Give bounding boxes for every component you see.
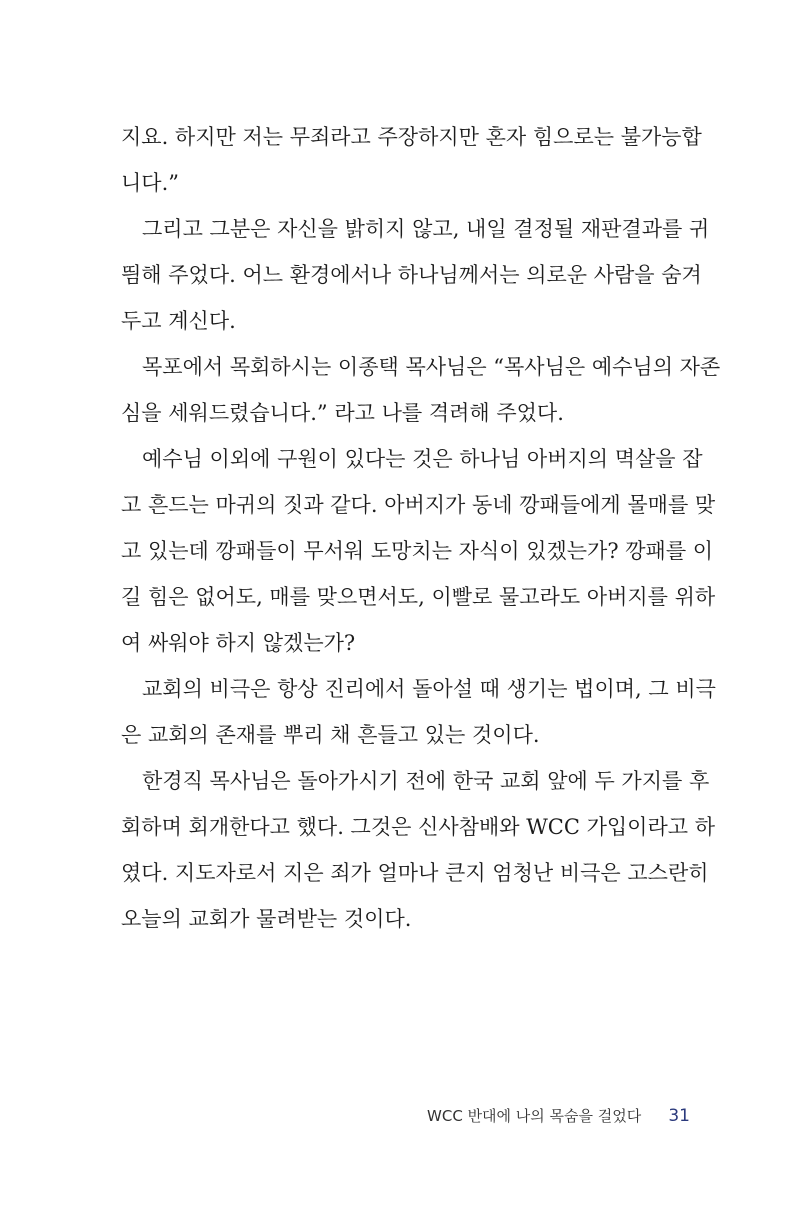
page-number: 31: [668, 1106, 690, 1126]
text-line: 여 싸워야 하지 않겠는가?: [121, 631, 356, 655]
text-line: 교회의 비극은 항상 진리에서 돌아설 때 생기는 법이며, 그 비극: [142, 677, 716, 701]
text-line: 예수님 이외에 구원이 있다는 것은 하나님 아버지의 멱살을 잡: [142, 447, 703, 471]
page-footer: [427, 1104, 690, 1128]
text-line: 니다.”: [121, 171, 179, 195]
text-line: 심을 세워드렸습니다.” 라고 나를 격려해 주었다.: [121, 401, 564, 425]
text-line: 목포에서 목회하시는 이종택 목사님은 “목사님은 예수님의 자존: [142, 355, 721, 379]
running-head: WCC 반대에 나의 목숨을 걸었다: [427, 1107, 642, 1125]
paragraph: [121, 344, 721, 436]
text-line: 였다. 지도자로서 지은 죄가 얼마나 큰지 엄청난 비극은 고스란히: [121, 861, 709, 885]
paragraph: [121, 436, 716, 666]
text-line: 고 있는데 깡패들이 무서워 도망치는 자식이 있겠는가? 깡패를 이: [121, 539, 714, 563]
paragraph: [121, 666, 716, 758]
text-line: 길 힘은 없어도, 매를 맞으면서도, 이빨로 물고라도 아버지를 위하: [121, 585, 716, 609]
paragraph: [121, 206, 710, 344]
text-line: 고 흔드는 마귀의 짓과 같다. 아버지가 동네 깡패들에게 몰매를 맞: [121, 493, 716, 517]
paragraph: [121, 114, 702, 206]
paragraph: [121, 758, 715, 942]
text-line: 띔해 주었다. 어느 환경에서나 하나님께서는 의로운 사람을 숨겨: [121, 263, 702, 287]
text-line: 지요. 하지만 저는 무죄라고 주장하지만 혼자 힘으로는 불가능합: [121, 125, 702, 149]
text-line: 은 교회의 존재를 뿌리 채 흔들고 있는 것이다.: [121, 723, 540, 747]
text-line: 두고 계신다.: [121, 309, 236, 333]
text-line: 그리고 그분은 자신을 밝히지 않고, 내일 결정될 재판결과를 귀: [142, 217, 710, 241]
page-body: [121, 114, 721, 942]
text-line: 회하며 회개한다고 했다. 그것은 신사참배와 WCC 가입이라고 하: [121, 815, 715, 839]
text-line: 오늘의 교회가 물려받는 것이다.: [121, 907, 412, 931]
text-line: 한경직 목사님은 돌아가시기 전에 한국 교회 앞에 두 가지를 후: [142, 769, 710, 793]
